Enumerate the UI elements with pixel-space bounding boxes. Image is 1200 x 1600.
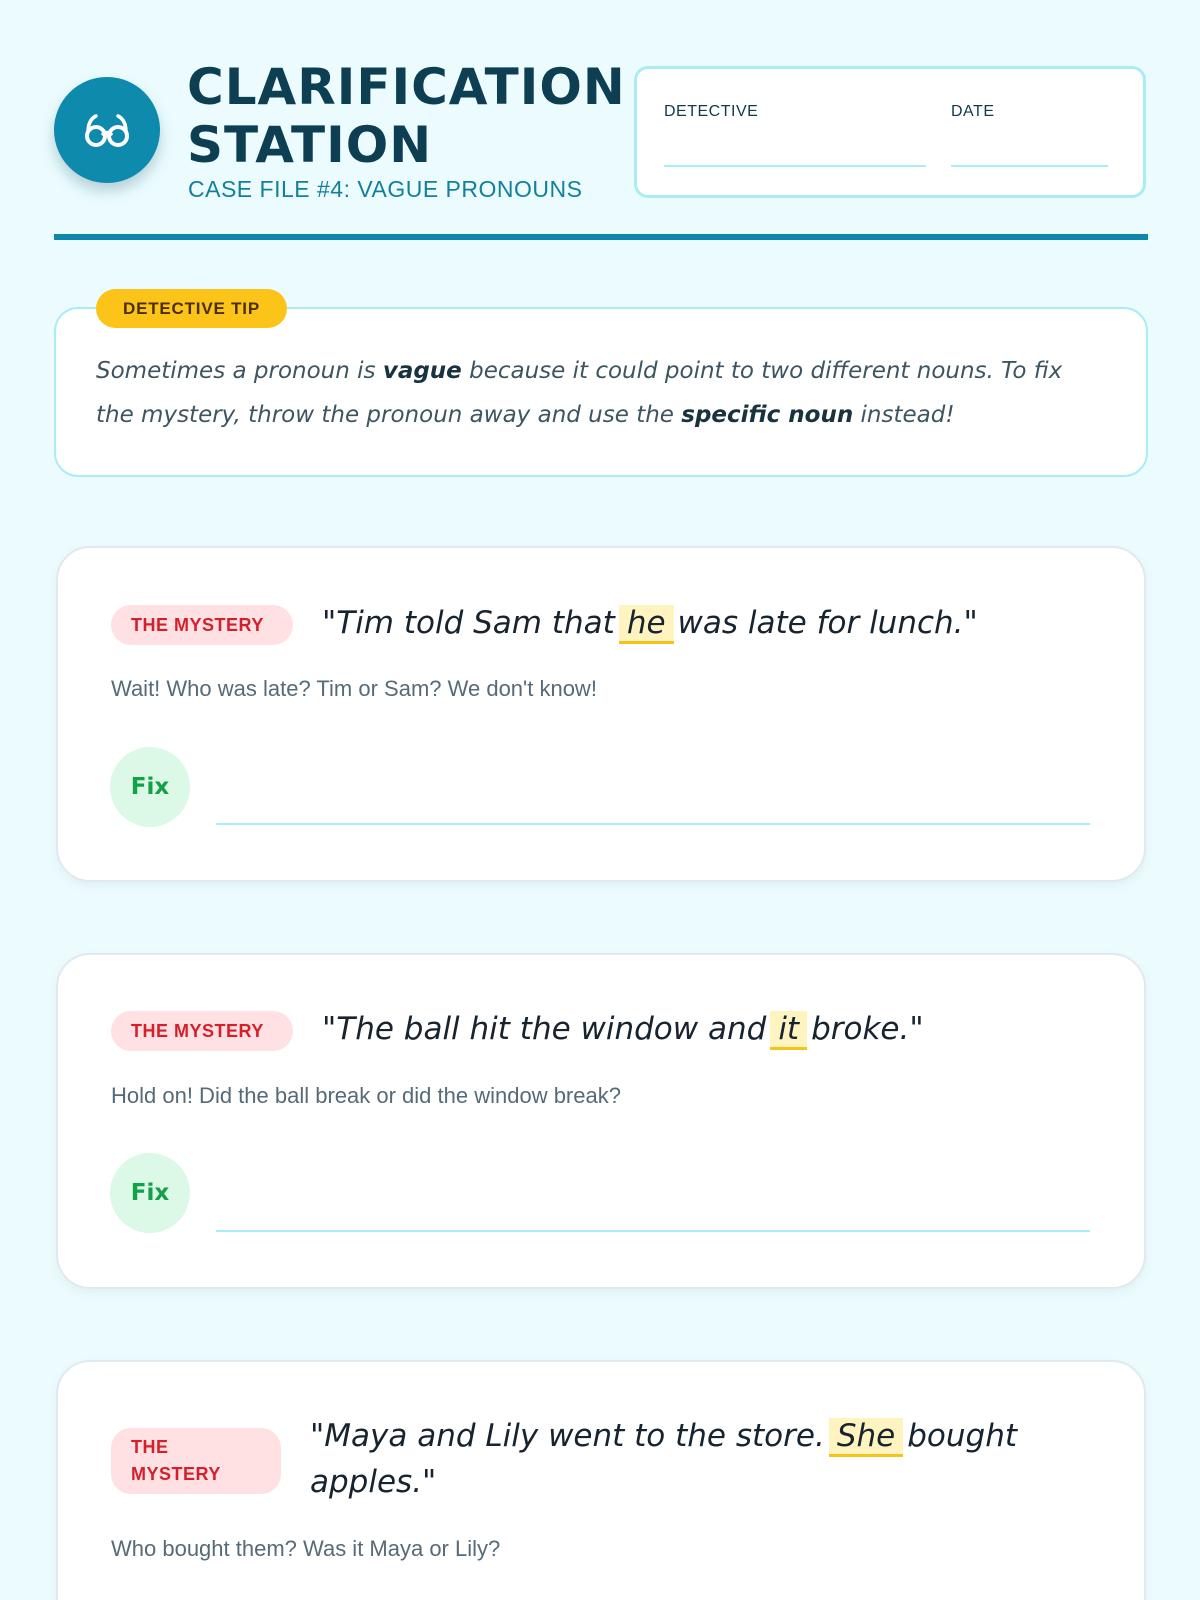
date-label: DATE — [951, 103, 995, 120]
tip-text-part-1: Sometimes a pronoun is — [96, 358, 383, 384]
mystery-badge-line-2: MYSTERY — [131, 1464, 221, 1484]
vague-pronoun: he — [619, 605, 674, 644]
student-info-box — [634, 66, 1146, 198]
sentence-after: broke." — [811, 1011, 924, 1047]
header — [54, 56, 1148, 242]
glasses-icon — [80, 103, 134, 157]
mystery-sentence — [310, 1413, 1130, 1505]
mystery-sentence — [322, 1006, 924, 1052]
case-file-subtitle: CASE FILE #4: VAGUE PRONOUNS — [188, 176, 583, 202]
logo-badge — [54, 77, 160, 183]
mystery-hint: Hold on! Did the ball break or did the window break? — [111, 1083, 621, 1108]
sentence-before: "The ball hit the window and — [322, 1011, 767, 1047]
header-divider — [54, 234, 1148, 240]
detective-tip-text — [96, 349, 1106, 437]
tip-text-part-2: because it could point to two different nouns. To fix the mystery, throw the pronoun away and use the — [96, 358, 1063, 428]
mystery-card-1 — [56, 546, 1146, 882]
sentence-before: "Tim told Sam that — [322, 605, 615, 641]
detective-name-line[interactable] — [664, 165, 926, 167]
sentence-before: "Maya and Lily went to the store. — [310, 1418, 825, 1454]
vague-pronoun: it — [770, 1011, 807, 1050]
sentence-after: bought apples." — [310, 1418, 1017, 1500]
mystery-badge-line-1: THE — [131, 1437, 169, 1457]
sentence-after: was late for lunch." — [677, 605, 978, 641]
mystery-sentence — [322, 600, 978, 646]
fix-badge: Fix — [110, 1153, 190, 1233]
mystery-badge: THE MYSTERY — [111, 1011, 293, 1051]
tip-text-part-3: instead! — [853, 402, 955, 428]
date-line[interactable] — [951, 165, 1108, 167]
page-title-line-1: CLARIFICATION — [187, 58, 626, 116]
page-title-line-2: STATION — [187, 116, 433, 174]
mystery-hint: Wait! Who was late? Tim or Sam? We don't know! — [111, 676, 597, 701]
tip-keyword-vague: vague — [382, 358, 462, 384]
detective-label: DETECTIVE — [664, 103, 759, 120]
mystery-card-2 — [56, 953, 1146, 1289]
mystery-badge: THE MYSTERY — [111, 605, 293, 645]
mystery-badge — [111, 1428, 281, 1494]
fix-answer-line[interactable] — [216, 823, 1090, 825]
fix-answer-line[interactable] — [216, 1230, 1090, 1232]
detective-tip-badge: DETECTIVE TIP — [96, 289, 287, 328]
mystery-hint: Who bought them? Was it Maya or Lily? — [111, 1536, 501, 1561]
vague-pronoun: She — [829, 1418, 903, 1457]
tip-keyword-specific-noun: specific noun — [681, 402, 854, 428]
fix-badge: Fix — [110, 747, 190, 827]
